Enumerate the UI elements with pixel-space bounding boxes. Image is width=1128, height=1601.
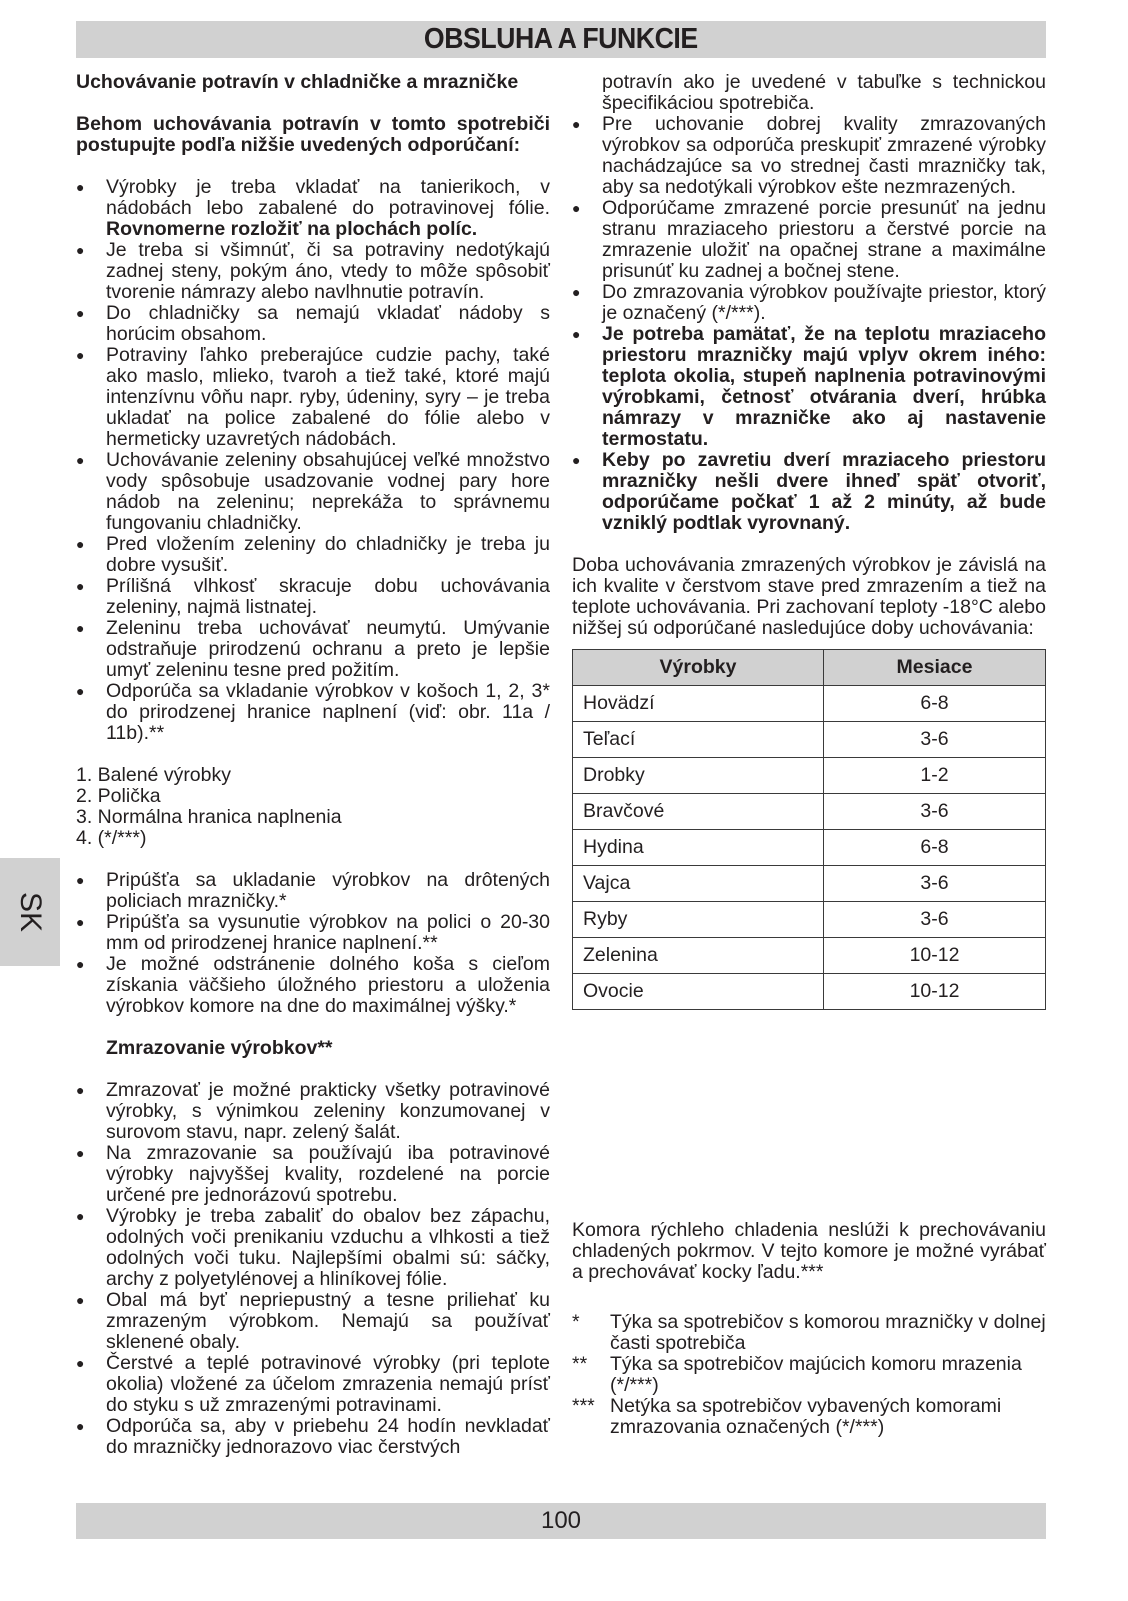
- footnote-mark: ***: [572, 1395, 595, 1417]
- column-header-products: Výrobky: [573, 650, 824, 686]
- table-row: Hovädzí 6-8: [573, 686, 1046, 722]
- table-row: Drobky 1-2: [573, 758, 1046, 794]
- footnote: * Týka sa spotrebičov s komorou mrazničky v dolnej časti spotrebiča: [572, 1311, 1046, 1354]
- table-row: Hydina 6-8: [573, 830, 1046, 866]
- legend-item: 4. (*/***): [76, 827, 147, 849]
- language-tab-label: SK: [14, 891, 47, 933]
- list-item: ● Uchovávanie zeleniny obsahujúcej veľké množstvo vody spôsobuje usadzovanie vodnej pary hore nádob na zeleninu; neprekáža to správnemu fungovaniu chladničky.: [76, 450, 550, 534]
- figure-legend-list: [76, 765, 550, 849]
- table-row: Zelenina 10-12: [573, 938, 1046, 974]
- list-item: ● Odporúča sa, aby v priebehu 24 hodín nevkladať do mrazničky jednorazovo viac čerstvých: [76, 1416, 550, 1458]
- list-item: ● Pred vložením zeleniny do chladničky je treba ju dobre vysušiť.: [76, 534, 550, 576]
- list-item: ● Odporúča sa vkladanie výrobkov v košoch 1, 2, 3* do prirodzenej hranice naplnení (viď: obr. 11a / 11b).**: [76, 681, 550, 744]
- page-footer-bar: [76, 1503, 1046, 1539]
- list-item: ● Pripúšťa sa ukladanie výrobkov na drôtených policiach mrazničky.*: [76, 870, 550, 912]
- section-title: Uchovávanie potravín v chladničke a mrazničke: [76, 71, 519, 93]
- list-item-important: ● Je potreba pamätať, že na teplotu mraziaceho priestoru mrazničky majú vplyv okrem iného: teplota okolia, stupeň naplnenia potravinovými výrobkami, četnosť otvárania dverí, hrúbka námrazy v mrazničke ako aj nastavenie termostatu.: [572, 324, 1046, 450]
- list-item: ● Pre uchovanie dobrej kvality zmrazovaných výrobkov sa odporúča preskupiť zmrazené výrobky nachádzajúce sa vo strednej časti mrazničky tak, aby sa nedotýkali výrobkov ešte nezmrazených.: [572, 114, 1046, 198]
- list-item: ● Čerstvé a teplé potravinové výrobky (pri teplote okolia) vložené za účelom zmrazenia nemajú prísť do styku s už zmrazenými potravinami.: [76, 1353, 550, 1416]
- table-row: Vajca 3-6: [573, 866, 1046, 902]
- right-column: [572, 72, 1046, 1438]
- column-header-months: Mesiace: [824, 650, 1046, 686]
- list-item: ● Pripúšťa sa vysunutie výrobkov na polici o 20-30 mm od prirodzenej hranice naplnení.**: [76, 912, 550, 954]
- list-item: ● Do chladničky sa nemajú vkladať nádoby s horúcim obsahom.: [76, 303, 550, 345]
- table-row: Teľací 3-6: [573, 722, 1046, 758]
- freezer-shelf-list: [76, 870, 550, 1017]
- list-item: ● Je treba si všimnúť, či sa potraviny nedotýkajú zadnej steny, pokým áno, vtedy to môže spôsobiť tvorenie námrazy alebo navlhnutie potravín.: [76, 240, 550, 303]
- list-item: ● Zeleninu treba uchovávať neumytú. Umývanie odstraňuje prirodzenú ochranu a preto je lepšie umyť zeleninu tesne pred požitím.: [76, 618, 550, 681]
- storage-tips-list: [76, 177, 550, 744]
- legend-item: 3. Normálna hranica naplnenia: [76, 806, 342, 828]
- list-item-important: ● Keby po zavretiu dverí mraziaceho priestoru mrazničky nešli dvere ihneď späť otvoriť, odporúčame počkať 1 až 2 minúty, až bude vzniklý podtlak vyrovnaný.: [572, 450, 1046, 534]
- legend-item: 2. Polička: [76, 785, 161, 807]
- section-header-bar: [76, 21, 1046, 58]
- intro-text: Behom uchovávania potravín v tomto spotrebiči postupujte podľa nižšie uvedených odporúčaní:: [76, 113, 550, 156]
- list-item: ● Do zmrazovania výrobkov používajte priestor, ktorý je označený (*/***).: [572, 282, 1046, 324]
- list-item: ● Odporúčame zmrazené porcie presunúť na jednu stranu mraziaceho priestoru a čerstvé porcie na zmrazenie uložiť na opačnej strane a maximálne prisunúť ku zadnej a bočnej stene.: [572, 198, 1046, 282]
- freezing-tips-continued: [572, 72, 1046, 534]
- table-row: Ovocie 10-12: [573, 974, 1046, 1010]
- list-item: ● Výrobky je treba vkladať na tanierikoch, v nádobách lebo zabalené do potravinovej fólie. Rovnomerne rozložiť na plochách políc.: [76, 177, 550, 240]
- table-row: Bravčové 3-6: [573, 794, 1046, 830]
- freezing-heading: Zmrazovanie výrobkov**: [106, 1037, 333, 1059]
- footnote-mark: **: [572, 1353, 588, 1375]
- page-title: OBSLUHA A FUNKCIE: [424, 23, 698, 55]
- footnote-mark: *: [572, 1311, 580, 1333]
- list-item: ● Obal má byť nepriepustný a tesne priliehať ku zmrazeným výrobkom. Nemajú sa používať sklenené obaly.: [76, 1290, 550, 1353]
- storage-time-table: [572, 649, 1046, 1010]
- list-item: ● Je možné odstránenie dolného koša s cieľom získania väčšieho úložného priestoru a uloženia výrobkov komore na dne do maximálnej výšky.*: [76, 954, 550, 1017]
- list-item: ● Na zmrazovanie sa používajú iba potravinové výrobky najvyššej kvality, rozdelené na porcie určené pre jednorázovú spotrebu.: [76, 1143, 550, 1206]
- footnote: *** Netýka sa spotrebičov vybavených komorami zmrazovania označených (*/***): [572, 1395, 1002, 1438]
- footnote: ** Týka sa spotrebičov majúcich komoru mrazenia (*/***): [572, 1353, 1022, 1396]
- page-number: 100: [540, 1507, 582, 1534]
- list-item: ● Výrobky je treba zabaliť do obalov bez zápachu, odolných voči prenikaniu vzduchu a vlhkosti a tiež odolných voči tuku. Najlepšími obalmi sú: sáčky, archy z polyetylénovej a hliníkovej fólie.: [76, 1206, 550, 1290]
- language-tab: [0, 858, 60, 966]
- footnotes-list: [572, 1312, 1046, 1438]
- quick-cool-chamber-paragraph: Komora rýchleho chladenia neslúži k prechovávaniu chladených pokrmov. V tejto komore je možné vyrábať a prechovávať kocky ľadu.***: [572, 1219, 1046, 1283]
- list-item: ● Zmrazovať je možné prakticky všetky potravinové výrobky, s výnimkou zeleniny konzumovanej v surovom stavu, napr. zelený šalát.: [76, 1080, 550, 1143]
- legend-item: 1. Balené výrobky: [76, 764, 232, 786]
- left-column: [76, 72, 550, 1458]
- storage-duration-paragraph: Doba uchovávania zmrazených výrobkov je závislá na ich kvalite v čerstvom stave pred zmrazením a tiež na teplote uchovávania. Pri zachovaní teploty -18°C alebo nižšej sú odporúčané nasledujúce doby uchovávania:: [572, 554, 1046, 639]
- list-item: ● Potraviny ľahko preberajúce cudzie pachy, také ako maslo, mlieko, tvaroh a tiež také, ktoré majú intenzívnu vôňu napr. ryby, údeniny, syry – je treba ukladať na police zabalené do fólie alebo v hermeticky uzavretých nádobách.: [76, 345, 550, 450]
- list-item-continuation: potravín ako je uvedené v tabuľke s technickou špecifikáciou spotrebiča.: [602, 71, 1046, 114]
- table-header-row: [573, 650, 1046, 686]
- list-item: ● Prílišná vlhkosť skracuje dobu uchovávania zeleniny, najmä listnatej.: [76, 576, 550, 618]
- table-row: Ryby 3-6: [573, 902, 1046, 938]
- freezing-tips-list: [76, 1080, 550, 1458]
